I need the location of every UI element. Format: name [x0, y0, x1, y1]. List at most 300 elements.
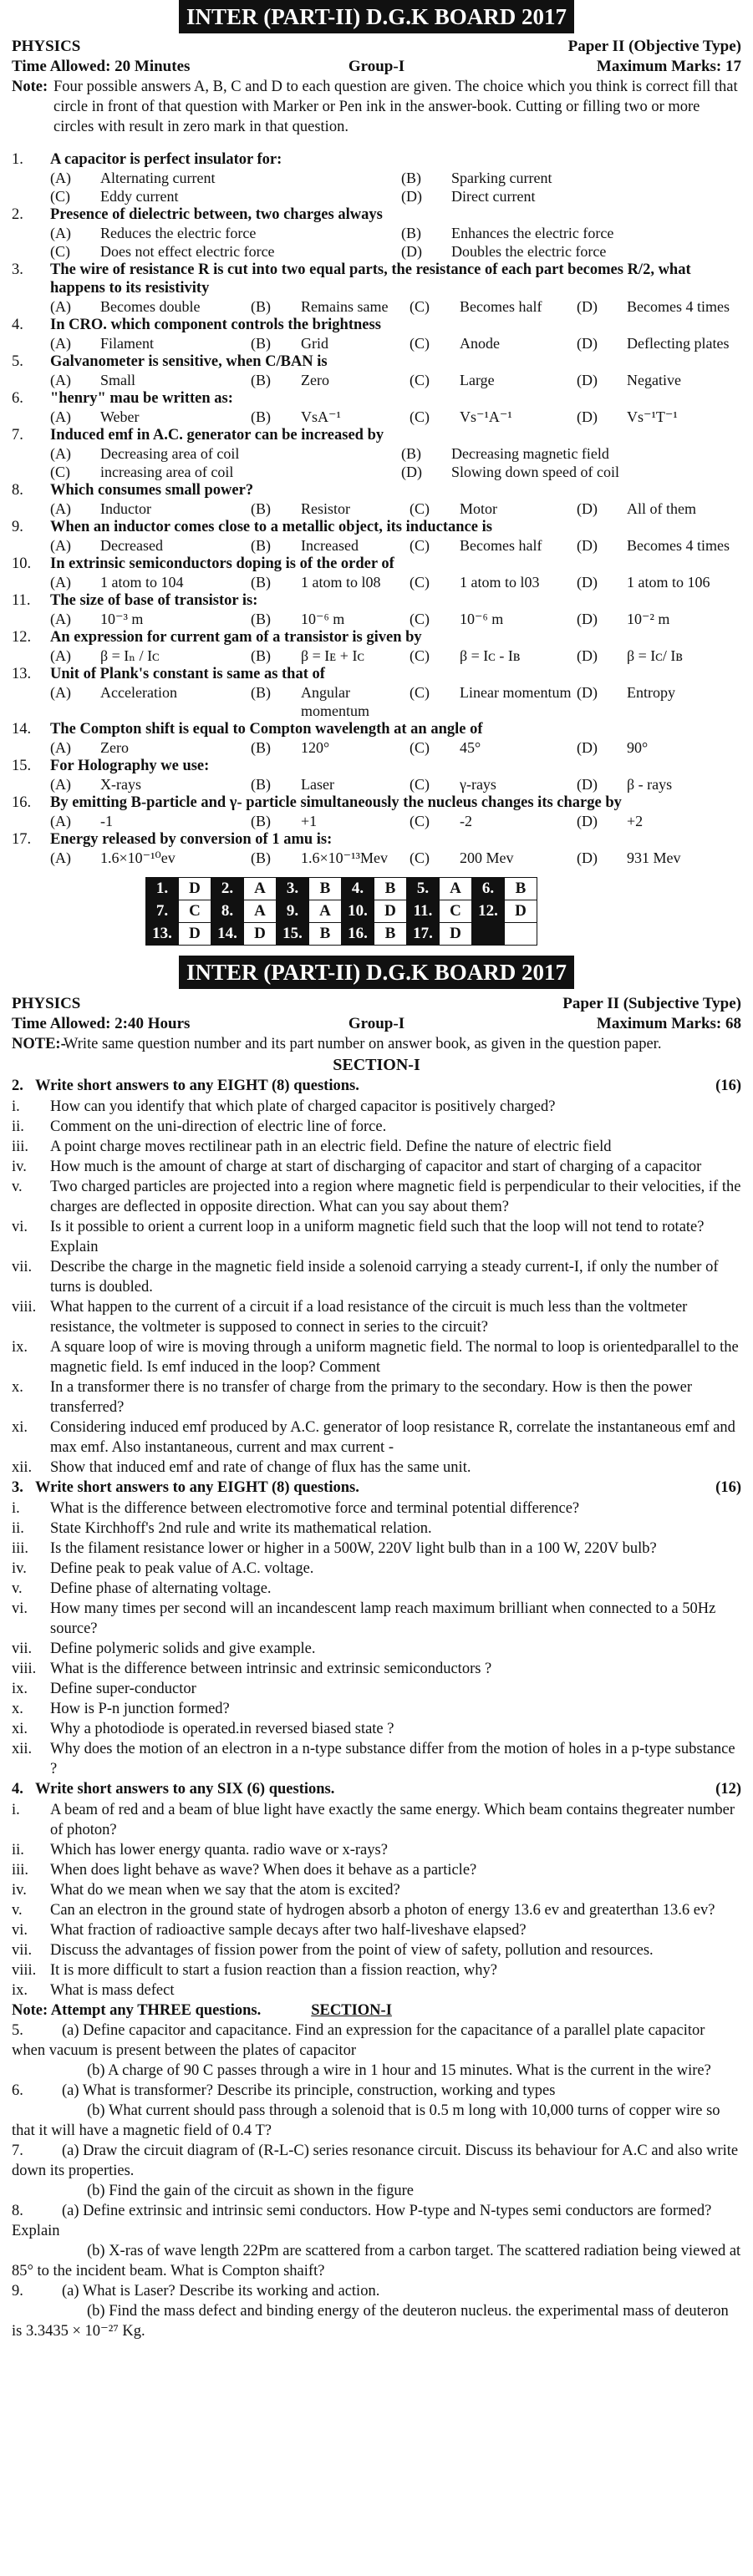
item-numeral: iii. — [12, 1862, 29, 1879]
question-marks: (12) — [715, 1781, 741, 1798]
item-text: Is it possible to orient a current loop in a uniform magnetic field such that the loop will not tend to rotate? Explain — [50, 1219, 705, 1255]
mcq-question — [12, 205, 741, 261]
key-question-number: 3. — [277, 878, 309, 900]
question-number: 16. — [12, 794, 32, 811]
short-question-item — [12, 1860, 741, 1880]
key-answer: D — [179, 923, 211, 946]
item-numeral: ix. — [12, 1681, 28, 1697]
question-title: Write short answers to any SIX (6) questions. — [35, 1781, 335, 1798]
long-question-text: (b) Find the mass defect and binding energy of the deuteron nucleus. the experimental mass of deuteron is 3.3435 × 10⁻²⁷ Kg. — [12, 2303, 729, 2340]
short-question-item — [12, 1880, 741, 1900]
long-question-text: (a) Define capacitor and capacitance. Find an expression for the capacitance of a parallel plate capacitor when vacuum is present between the plates of capacitor — [12, 2022, 705, 2059]
question-number: 11. — [12, 592, 31, 609]
question-marks: (16) — [715, 1479, 741, 1496]
long-question-text: (b) What current should pass through a solenoid that is 0.5 m long with 10,000 turns of copper wire so that it will have a magnetic field of 0.4 T? — [12, 2102, 720, 2139]
item-numeral: i. — [12, 1500, 20, 1517]
item-text: A point charge moves rectilinear path in an electric field. Define the nature of electric field — [50, 1138, 612, 1155]
objective-note — [12, 77, 741, 137]
item-text: State Kirchhoff's 2nd rule and write its mathematical relation. — [50, 1520, 432, 1537]
key-answer: D — [505, 900, 537, 923]
item-text: Define super-conductor — [50, 1681, 196, 1697]
option-text: Resistor — [301, 500, 351, 517]
option-letter: (B) — [251, 574, 271, 591]
option-letter: (C) — [410, 298, 430, 315]
question-text: Unit of Plank's constant is same as that of — [50, 666, 325, 682]
mcq-stem — [12, 352, 741, 371]
key-question-number: 9. — [277, 900, 309, 923]
item-numeral: vi. — [12, 1922, 28, 1939]
question-text: The Compton shift is equal to Compton wavelength at an angle of — [50, 721, 483, 738]
short-question-item — [12, 1257, 741, 1297]
question-number: 13. — [12, 666, 32, 682]
question-text: Induced emf in A.C. generator can be increased by — [50, 427, 384, 444]
option-text: β = Iᴄ - Iʙ — [460, 647, 521, 664]
question-number: 2. — [12, 1078, 23, 1094]
option-letter: (D) — [577, 500, 598, 517]
option-text: β = Iᴄ/ Iʙ — [627, 647, 683, 664]
option-text: Slowing down speed of coil — [451, 464, 619, 480]
option-text: +2 — [627, 813, 644, 829]
option-letter: (D) — [577, 739, 598, 756]
key-question-number: 4. — [342, 878, 374, 900]
option-text: 200 Mev — [460, 849, 514, 866]
section-heading-2: SECTION-I — [311, 2002, 392, 2019]
long-question-part — [12, 2201, 741, 2241]
item-numeral: ii. — [12, 1842, 24, 1858]
question-marks: (16) — [715, 1078, 741, 1094]
key-answer: A — [440, 878, 472, 900]
question-number: 8. — [12, 482, 23, 499]
option-letter: (A) — [50, 813, 71, 829]
option-text: 1.6×10⁻¹⁰ev — [100, 849, 176, 866]
option-letter: (C) — [410, 372, 430, 388]
option-letter: (B) — [251, 813, 271, 829]
subjective-banner: INTER (PART-II) D.G.K BOARD 2017 — [179, 956, 574, 989]
long-question-text: (b) A charge of 90 C passes through a wire in 1 hour and 15 minutes. What is the current in the wire? — [87, 2062, 711, 2079]
option-text: β - rays — [627, 776, 673, 793]
option-text: 120° — [301, 739, 330, 756]
key-answer: B — [309, 878, 342, 900]
long-note: Note: Attempt any THREE questions. — [12, 2002, 262, 2019]
key-question-number: 15. — [277, 923, 309, 946]
item-text: Why does the motion of an electron in a n-type substance differ from the motion of holes in a p-type substance ? — [50, 1741, 735, 1777]
short-question-item — [12, 1177, 741, 1217]
mcq-options — [50, 610, 741, 628]
item-text: Define peak to peak value of A.C. voltage. — [50, 1560, 314, 1577]
heading-left — [12, 1779, 334, 1800]
option-text: Eddy current — [100, 188, 179, 205]
short-question-block — [12, 1779, 741, 2000]
option-text: Increased — [301, 537, 359, 554]
option-letter: (D) — [577, 813, 598, 829]
short-question-item — [12, 1337, 741, 1377]
item-numeral: v. — [12, 1902, 23, 1919]
item-text: In a transformer there is no transfer of charge from the primary to the secondary. How is then the power transferred? — [50, 1379, 692, 1416]
option-text: Alternating current — [100, 170, 216, 186]
key-question-number: 14. — [211, 923, 244, 946]
option-text: Vs⁻¹A⁻¹ — [460, 408, 512, 425]
option-letter: (D) — [577, 298, 598, 315]
long-question-part — [12, 2101, 741, 2141]
item-text: How much is the amount of charge at start of discharging of capacitor and start of charging of a capacitor — [50, 1159, 702, 1175]
item-text: Define polymeric solids and give example. — [50, 1640, 316, 1657]
option-letter: (C) — [410, 739, 430, 756]
group-label: Group-I — [348, 58, 405, 75]
group-label: Group-I — [348, 1015, 405, 1032]
question-title: Write short answers to any EIGHT (8) questions. — [35, 1078, 359, 1094]
option-letter: (C) — [410, 776, 430, 793]
item-numeral: vi. — [12, 1219, 28, 1235]
mcq-stem — [12, 794, 741, 812]
option-letter: (D) — [577, 335, 598, 352]
option-text: Becomes half — [460, 537, 542, 554]
key-question-number: 13. — [146, 923, 179, 946]
option-letter: (C) — [410, 647, 430, 664]
question-text: Galvanometer is sensitive, when C/BAN is — [50, 353, 328, 370]
option-letter: (D) — [577, 408, 598, 425]
short-question-item — [12, 1519, 741, 1539]
short-question-item — [12, 1417, 741, 1458]
key-question-number — [472, 923, 505, 946]
short-question-item — [12, 1960, 741, 1980]
long-questions — [12, 2021, 741, 2341]
long-question-part — [12, 2081, 741, 2101]
long-question-text: (a) What is transformer? Describe its principle, construction, working and types — [62, 2082, 556, 2099]
item-numeral: vii. — [12, 1942, 33, 1959]
option-letter: (D) — [577, 684, 598, 701]
long-question-part — [12, 2061, 741, 2081]
option-text: Zero — [100, 739, 129, 756]
mcq-question — [12, 389, 741, 426]
option-text: Enhances the electric force — [451, 225, 614, 241]
long-question-number: 7. — [12, 2142, 23, 2159]
item-numeral: v. — [12, 1580, 23, 1597]
short-question-item — [12, 1097, 741, 1117]
item-numeral: v. — [12, 1179, 23, 1195]
key-question-number: 12. — [472, 900, 505, 923]
mcq-stem — [12, 555, 741, 573]
key-answer: D — [440, 923, 472, 946]
item-text: What do we mean when we say that the atom is excited? — [50, 1882, 400, 1899]
mcq-stem — [12, 628, 741, 647]
option-text: Grid — [301, 335, 328, 352]
option-text: Weber — [100, 408, 140, 425]
option-text: 10⁻⁶ m — [301, 611, 345, 627]
short-question-item — [12, 1559, 741, 1579]
mcq-options — [50, 647, 741, 665]
option-letter: (A) — [50, 408, 71, 425]
long-question-part — [12, 2281, 741, 2301]
mcq-options — [50, 371, 741, 389]
option-letter: (A) — [50, 298, 71, 315]
long-question-text: (a) Draw the circuit diagram of (R-L-C) series resonance circuit. Discuss its behaviour for A.C and also write down its properties. — [12, 2142, 739, 2179]
option-letter: (D) — [401, 464, 422, 480]
mcq-options — [50, 169, 741, 205]
option-letter: (B) — [251, 537, 271, 554]
option-text: Small — [100, 372, 136, 388]
option-letter: (D) — [577, 647, 598, 664]
option-letter: (B) — [251, 647, 271, 664]
short-question-item — [12, 1940, 741, 1960]
option-text: Decreasing magnetic field — [451, 445, 609, 462]
item-text: Is the filament resistance lower or higher in a 500W, 220V light bulb than in a 100 W, 220V bulb? — [50, 1540, 657, 1557]
item-text: Describe the charge in the magnetic field inside a solenoid carrying a steady current-I, if only the number of turns is doubled. — [50, 1259, 719, 1296]
short-question-items — [12, 1097, 741, 1478]
short-questions — [12, 1076, 741, 2000]
mcq-question — [12, 150, 741, 205]
key-answer: D — [374, 900, 407, 923]
option-text: Entropy — [627, 684, 675, 701]
option-text: Inductor — [100, 500, 151, 517]
mcq-options — [50, 573, 741, 591]
option-text: Motor — [460, 500, 497, 517]
mcq-question — [12, 794, 741, 830]
option-letter: (B) — [251, 335, 271, 352]
question-number: 1. — [12, 151, 23, 168]
question-number: 3. — [12, 1479, 23, 1496]
item-numeral: xii. — [12, 1741, 33, 1757]
item-numeral: iii. — [12, 1540, 29, 1557]
short-question-block — [12, 1076, 741, 1478]
mcq-options — [50, 297, 741, 316]
note-label: Note: — [12, 79, 48, 95]
key-answer: B — [505, 878, 537, 900]
option-letter: (D) — [401, 188, 422, 205]
short-question-item — [12, 1679, 741, 1699]
item-numeral: x. — [12, 1379, 23, 1396]
long-question-text: (a) Define extrinsic and intrinsic semi conductors. How P-type and N-types semi conductors are formed? Explain — [12, 2203, 712, 2239]
option-letter: (D) — [577, 574, 598, 591]
option-text: 1 atom to 106 — [627, 574, 710, 591]
question-number: 4. — [12, 317, 23, 333]
key-question-number: 6. — [472, 878, 505, 900]
long-note-row — [12, 2000, 741, 2021]
option-text: Becomes double — [100, 298, 201, 315]
option-letter: (C) — [410, 849, 430, 866]
question-text: When an inductor comes close to a metallic object, its inductance is — [50, 519, 492, 535]
question-text: Energy released by conversion of 1 amu is: — [50, 831, 333, 848]
option-letter: (A) — [50, 739, 71, 756]
mcq-options — [50, 738, 741, 757]
item-numeral: iv. — [12, 1159, 27, 1175]
item-text: How is P-n junction formed? — [50, 1701, 230, 1717]
mcq-stem — [12, 720, 741, 738]
option-letter: (C) — [410, 813, 430, 829]
long-question-part — [12, 2141, 741, 2181]
option-text: +1 — [301, 813, 318, 829]
objective-header-row1 — [12, 37, 741, 57]
item-numeral: xii. — [12, 1459, 33, 1476]
mcq-stem — [12, 757, 741, 775]
long-question-part — [12, 2181, 741, 2201]
question-text: In extrinsic semiconductors doping is of the order of — [50, 555, 394, 572]
question-title: Write short answers to any EIGHT (8) questions. — [35, 1479, 359, 1496]
item-text: Two charged particles are projected into a region where magnetic field is perpendicular to their velocities, if the charges are deflected in opposite direction. What can you say about them? — [50, 1179, 741, 1215]
item-numeral: x. — [12, 1701, 23, 1717]
short-question-item — [12, 1980, 741, 2000]
item-text: When does light behave as wave? When does it behave as a particle? — [50, 1862, 477, 1879]
option-letter: (C) — [410, 408, 430, 425]
option-letter: (D) — [401, 243, 422, 260]
option-letter: (A) — [50, 445, 71, 462]
mcq-options — [50, 536, 741, 555]
option-text: Does not effect electric force — [100, 243, 275, 260]
question-text: In CRO. which component controls the brightness — [50, 317, 381, 333]
mcq-options — [50, 499, 741, 518]
option-letter: (A) — [50, 225, 71, 241]
short-question-item — [12, 1599, 741, 1639]
long-question-text: (b) Find the gain of the circuit as shown in the figure — [87, 2183, 414, 2199]
option-letter: (C) — [50, 243, 70, 260]
option-letter: (B) — [251, 684, 271, 701]
section-heading: SECTION-I — [333, 1056, 420, 1074]
paper-type: Paper II (Objective Type) — [567, 38, 741, 55]
item-text: Discuss the advantages of fission power from the point of view of safety, pollution and resources. — [50, 1942, 654, 1959]
option-text: Vs⁻¹T⁻¹ — [627, 408, 678, 425]
mcq-options — [50, 849, 741, 867]
max-marks: Maximum Marks: 17 — [596, 58, 741, 75]
option-text: Doubles the electric force — [451, 243, 607, 260]
long-question-part — [12, 2241, 741, 2281]
answer-key-table — [145, 877, 537, 946]
mcq-options — [50, 334, 741, 352]
item-numeral: ii. — [12, 1520, 24, 1537]
option-text: Zero — [301, 372, 329, 388]
mcq-question — [12, 591, 741, 628]
item-text: What is mass defect — [50, 1982, 175, 1999]
question-number: 6. — [12, 390, 23, 407]
question-number: 17. — [12, 831, 32, 848]
short-question-item — [12, 1157, 741, 1177]
long-question-number: 5. — [12, 2022, 23, 2039]
short-question-item — [12, 1137, 741, 1157]
mcq-question — [12, 261, 741, 316]
question-text: By emitting B-particle and γ- particle simultaneously the nucleus changes its charge by — [50, 794, 622, 811]
heading-left — [12, 1478, 359, 1498]
question-number: 12. — [12, 629, 32, 646]
option-letter: (B) — [251, 408, 271, 425]
item-text: Show that induced emf and rate of change of flux has the same unit. — [50, 1459, 471, 1476]
option-letter: (A) — [50, 684, 71, 701]
objective-header-row2 — [12, 57, 741, 77]
key-answer: A — [244, 900, 277, 923]
long-question-number: 6. — [12, 2082, 23, 2099]
option-letter: (B) — [251, 298, 271, 315]
key-question-number: 17. — [407, 923, 440, 946]
mcq-question — [12, 628, 741, 665]
key-answer: A — [309, 900, 342, 923]
question-number: 7. — [12, 427, 23, 444]
option-letter: (A) — [50, 372, 71, 388]
short-question-item — [12, 1498, 741, 1519]
objective-banner: INTER (PART-II) D.G.K BOARD 2017 — [179, 0, 574, 33]
option-letter: (A) — [50, 500, 71, 517]
option-text: Decreased — [100, 537, 163, 554]
question-text: An expression for current gam of a transistor is given by — [50, 629, 422, 646]
mcq-options — [50, 444, 741, 481]
key-question-number: 11. — [407, 900, 440, 923]
mcq-question — [12, 757, 741, 794]
question-text: Presence of dielectric between, two charges always — [50, 206, 383, 223]
short-question-item — [12, 1900, 741, 1920]
key-answer: B — [374, 878, 407, 900]
short-question-item — [12, 1699, 741, 1719]
question-number: 9. — [12, 519, 23, 535]
item-numeral: iii. — [12, 1138, 29, 1155]
item-numeral: iv. — [12, 1882, 27, 1899]
key-answer: C — [179, 900, 211, 923]
short-question-items — [12, 1498, 741, 1779]
question-text: Which consumes small power? — [50, 482, 254, 499]
mcq-stem — [12, 591, 741, 610]
key-answer: B — [309, 923, 342, 946]
short-question-heading — [12, 1779, 741, 1800]
question-text: "henry" mau be written as: — [50, 390, 233, 407]
option-letter: (A) — [50, 647, 71, 664]
time-allowed: Time Allowed: 20 Minutes — [12, 58, 191, 75]
key-answer: D — [244, 923, 277, 946]
mcq-question — [12, 830, 741, 867]
key-question-number: 10. — [342, 900, 374, 923]
answer-key-row — [146, 878, 537, 900]
option-letter: (D) — [577, 372, 598, 388]
option-letter: (A) — [50, 611, 71, 627]
option-text: X-rays — [100, 776, 141, 793]
option-letter: (A) — [50, 574, 71, 591]
short-question-item — [12, 1920, 741, 1940]
option-letter: (B) — [251, 739, 271, 756]
option-text: Direct current — [451, 188, 536, 205]
short-question-heading — [12, 1076, 741, 1097]
item-text: Considering induced emf produced by A.C. generator of loop resistance R, correlate the instantaneous emf and max emf. Also instantaneous, current and max current - — [50, 1419, 735, 1456]
option-letter: (C) — [410, 684, 430, 701]
question-number: 14. — [12, 721, 32, 738]
option-letter: (C) — [410, 500, 430, 517]
short-question-items — [12, 1800, 741, 2000]
item-numeral: vii. — [12, 1259, 33, 1275]
item-text: How many times per second will an incandescent lamp reach maximum brilliant when connected to a 50Hz source? — [50, 1600, 716, 1637]
option-letter: (D) — [577, 537, 598, 554]
item-numeral: i. — [12, 1098, 20, 1115]
key-answer: D — [179, 878, 211, 900]
item-text: A square loop of wire is moving through a uniform magnetic field. The normal to loop is orientedparallel to the magnetic field. Is emf induced in the loop? Comment — [50, 1339, 739, 1376]
answer-key-row — [146, 900, 537, 923]
option-text: Anode — [460, 335, 500, 352]
option-letter: (D) — [577, 849, 598, 866]
option-text: 931 Mev — [627, 849, 681, 866]
option-letter: (B) — [251, 372, 271, 388]
option-text: Laser — [301, 776, 334, 793]
key-answer — [505, 923, 537, 946]
option-letter: (B) — [251, 611, 271, 627]
item-numeral: viii. — [12, 1299, 37, 1316]
question-number: 2. — [12, 206, 23, 223]
item-numeral: i. — [12, 1802, 20, 1818]
option-text: Linear momentum — [460, 684, 572, 701]
option-text: Decreasing area of coil — [100, 445, 240, 462]
short-question-item — [12, 1719, 741, 1739]
option-letter: (B) — [251, 500, 271, 517]
option-text: β = Iᴇ + Iᴄ — [301, 647, 365, 664]
option-text: β = Iₙ / Iᴄ — [100, 647, 160, 664]
note-label: NOTE:- — [12, 1036, 66, 1052]
item-text: It is more difficult to start a fusion reaction than a fission reaction, why? — [50, 1962, 497, 1979]
key-answer: A — [244, 878, 277, 900]
option-letter: (A) — [50, 776, 71, 793]
mcq-question — [12, 316, 741, 352]
item-text: Can an electron in the ground state of hydrogen absorb a photon of energy 13.6 ev and greaterthan 13.6 ev? — [50, 1902, 715, 1919]
option-letter: (A) — [50, 170, 71, 186]
